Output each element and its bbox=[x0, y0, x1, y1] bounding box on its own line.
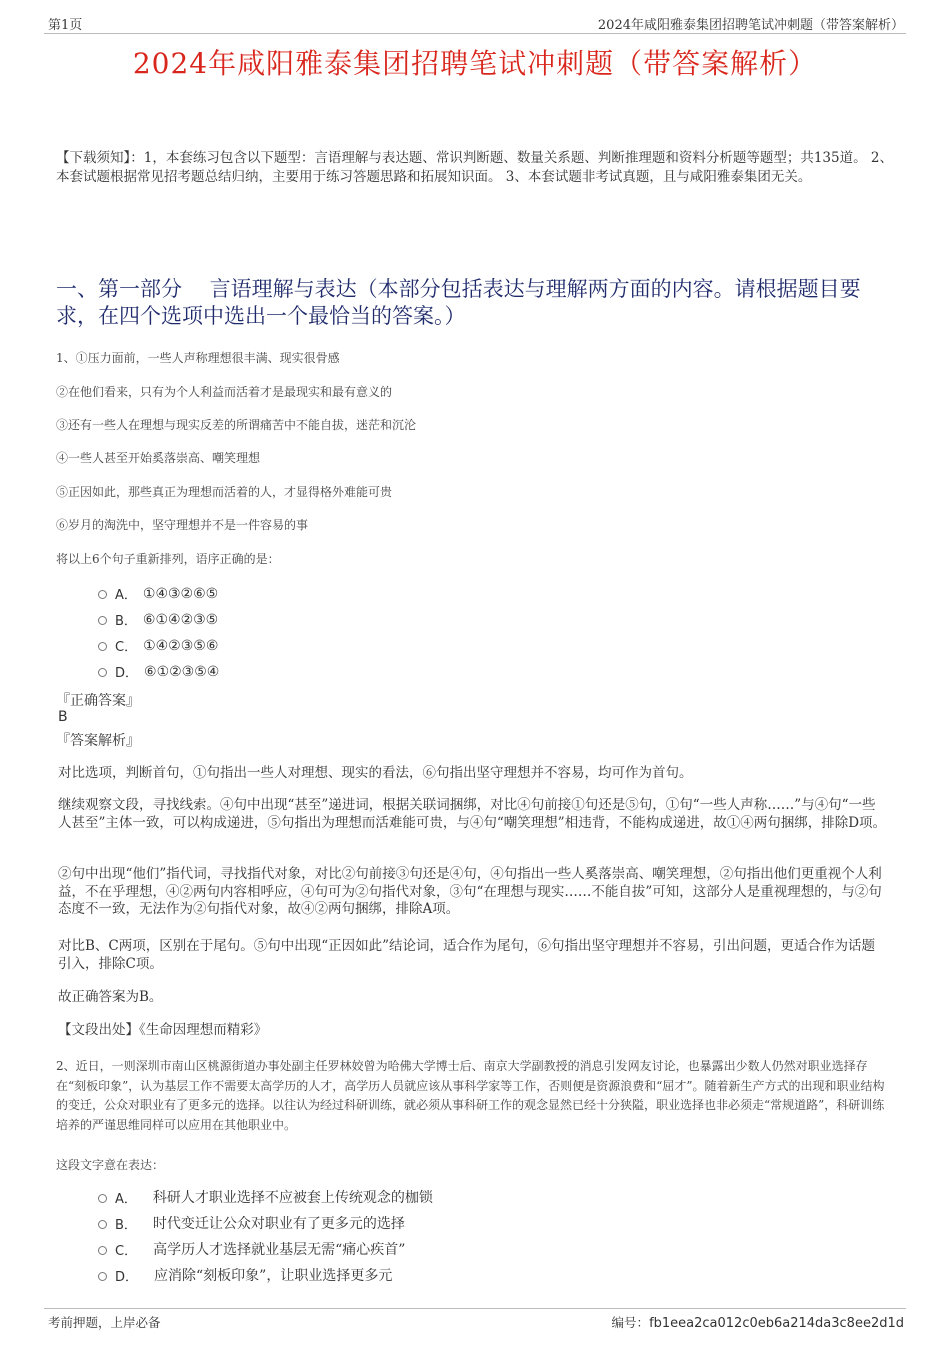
option-label: D． bbox=[115, 666, 139, 681]
download-notice: 【下载须知】：1，本套练习包含以下题型：言语理解与表达题、常识判断题、数量关系题、判断推理题和资料分析题等题型；共135道。 2、本套试题根据常见招考题总结归纳，主要用于练习答题思路和拓展知识面。 3、本套试题非考试真题，且与咸阳雅泰集团无关。 bbox=[56, 150, 893, 185]
q1-sentence: ⑤正因如此，那些真正为理想而活着的人，才显得格外难能可贵 bbox=[56, 485, 393, 499]
radio-button[interactable] bbox=[98, 1194, 107, 1203]
q1-option-a[interactable] bbox=[98, 584, 218, 603]
analysis-paragraph: ②句中出现“他们”指代词，寻找指代对象，对比②句前接③句还是④句，④句指出一些人奚落崇高、嘲笑理想，②句指出他们更重视个人利益，不在乎理想，④②两句内容相呼应，④句可为②句指代对象，③句“在理想与现实……不能自拔”可知，这部分人是重视理想的，与②句态度不一致，无法作为②句指代对象，故④②两句捆绑，排除A项。 bbox=[58, 866, 882, 917]
radio-button[interactable] bbox=[98, 642, 107, 651]
radio-button[interactable] bbox=[98, 1220, 107, 1229]
header-doc-title: 2024年咸阳雅泰集团招聘笔试冲刺题（带答案解析） bbox=[597, 18, 904, 33]
q1-prompt: 将以上6个句子重新排列，语序正确的是： bbox=[56, 552, 280, 566]
code-value: fb1eea2ca012c0eb6a214da3c8ee2d1d bbox=[649, 1316, 904, 1331]
analysis-conclusion: 故正确答案为B。 bbox=[58, 989, 163, 1005]
q2-option-b[interactable] bbox=[98, 1213, 405, 1233]
option-label: A． bbox=[115, 588, 137, 603]
analysis-paragraph: 对比选项，判断首句，①句指出一些人对理想、现实的看法，⑥句指出坚守理想并不容易，均可作为首句。 bbox=[58, 765, 693, 781]
q1-sentence: 1、①压力面前，一些人声称理想很丰满、现实很骨感 bbox=[56, 351, 340, 365]
document-title: 2024年咸阳雅泰集团招聘笔试冲刺题（带答案解析） bbox=[132, 47, 818, 80]
code-label: 编号： bbox=[611, 1315, 650, 1330]
option-label: C． bbox=[115, 640, 138, 655]
q1-sentence: ②在他们看来，只有为个人利益而活着才是最现实和最有意义的 bbox=[56, 385, 393, 399]
radio-button[interactable] bbox=[98, 1246, 107, 1255]
radio-button[interactable] bbox=[98, 668, 107, 677]
analysis-heading: 『答案解析』 bbox=[56, 733, 140, 749]
footer-divider bbox=[44, 1308, 906, 1309]
option-label: C． bbox=[115, 1243, 138, 1259]
radio-button[interactable] bbox=[98, 590, 107, 599]
q1-sentence: ③还有一些人在理想与现实反差的所谓痛苦中不能自拔，迷茫和沉沦 bbox=[56, 418, 417, 432]
option-text: ⑥①②③⑤④ bbox=[144, 663, 220, 680]
analysis-paragraph: 对比B、C两项，区别在于尾句。⑤句中出现“正因如此”结论词，适合作为尾句，⑥句指出坚守理想并不容易，引出问题，更适合作为话题引入，排除C项。 bbox=[58, 938, 876, 972]
radio-button[interactable] bbox=[98, 1272, 107, 1281]
page-number: 第1页 bbox=[48, 18, 83, 33]
correct-answer-heading: 『正确答案』 bbox=[56, 693, 140, 709]
option-text: 应消除“刻板印象”，让职业选择更多元 bbox=[154, 1268, 393, 1284]
q1-option-c[interactable] bbox=[98, 636, 218, 655]
q2-option-c[interactable] bbox=[98, 1239, 405, 1259]
option-text: ⑥①④②③⑤ bbox=[142, 611, 219, 628]
radio-button[interactable] bbox=[98, 616, 107, 625]
analysis-paragraph: 继续观察文段，寻找线索。④句中出现“甚至”递进词，根据关联词捆绑，对比④句前接①句还是⑤句，①句“一些人声称……”与④句“一些人甚至”主体一致，可以构成递进，⑤句指出为理想而活难能可贵，与④句“嘲笑理想”相违背，不能构成递进，故①④两句捆绑，排除D项。 bbox=[58, 797, 887, 831]
option-text: ①④②③⑤⑥ bbox=[143, 637, 219, 654]
q2-option-d[interactable] bbox=[98, 1265, 392, 1285]
q1-option-b[interactable] bbox=[98, 610, 218, 629]
footer-code bbox=[612, 1313, 904, 1331]
q2-prompt: 这段文字意在表达： bbox=[56, 1158, 165, 1172]
option-text: ①④③②⑥⑤ bbox=[142, 585, 219, 602]
footer-slogan: 考前押题，上岸必备 bbox=[48, 1315, 161, 1330]
q1-option-d[interactable] bbox=[98, 662, 219, 681]
option-label: B． bbox=[115, 614, 137, 629]
option-label: D． bbox=[115, 1269, 139, 1285]
correct-answer-value: B bbox=[58, 709, 68, 725]
option-text: 高学历人才选择就业基层无需“痛心疾首” bbox=[153, 1242, 406, 1258]
q2-passage: 2、近日，一则深圳市南山区桃源街道办事处副主任罗林姣曾为哈佛大学博士后、南京大学副教授的消息引发网友讨论，也暴露出少数人仍然对职业选择存在“刻板印象”，认为基层工作不需要太高学历的人才，高学历人员就应该从事科学家等工作，否则便是资源浪费和“屈才”。随着新生产方式的出现和职业结构的变迁，公众对职业有了更多元的选择。以往认为经过科研训练，就必须从事科研工作的观念显然已经十分狭隘，职业选择也非必须走“常规道路”，科研训练培养的严谨思维同样可以应用在其他职业中。 bbox=[56, 1059, 885, 1132]
option-label: B． bbox=[115, 1217, 137, 1233]
section-heading: 一、第一部分 言语理解与表达（本部分包括表达与理解两方面的内容。请根据题目要求，在四个选项中选出一个最恰当的答案。） bbox=[56, 277, 861, 328]
q2-option-a[interactable] bbox=[98, 1187, 433, 1207]
header-divider bbox=[44, 33, 906, 34]
source-citation: 【文段出处】《生命因理想而精彩》 bbox=[58, 1022, 268, 1038]
q1-sentence: ④一些人甚至开始奚落崇高、嘲笑理想 bbox=[56, 451, 261, 465]
option-text: 时代变迁让公众对职业有了更多元的选择 bbox=[152, 1216, 405, 1232]
q1-sentence: ⑥岁月的淘洗中，坚守理想并不是一件容易的事 bbox=[56, 518, 309, 532]
option-label: A． bbox=[115, 1191, 137, 1207]
option-text: 科研人才职业选择不应被套上传统观念的枷锁 bbox=[152, 1190, 433, 1206]
